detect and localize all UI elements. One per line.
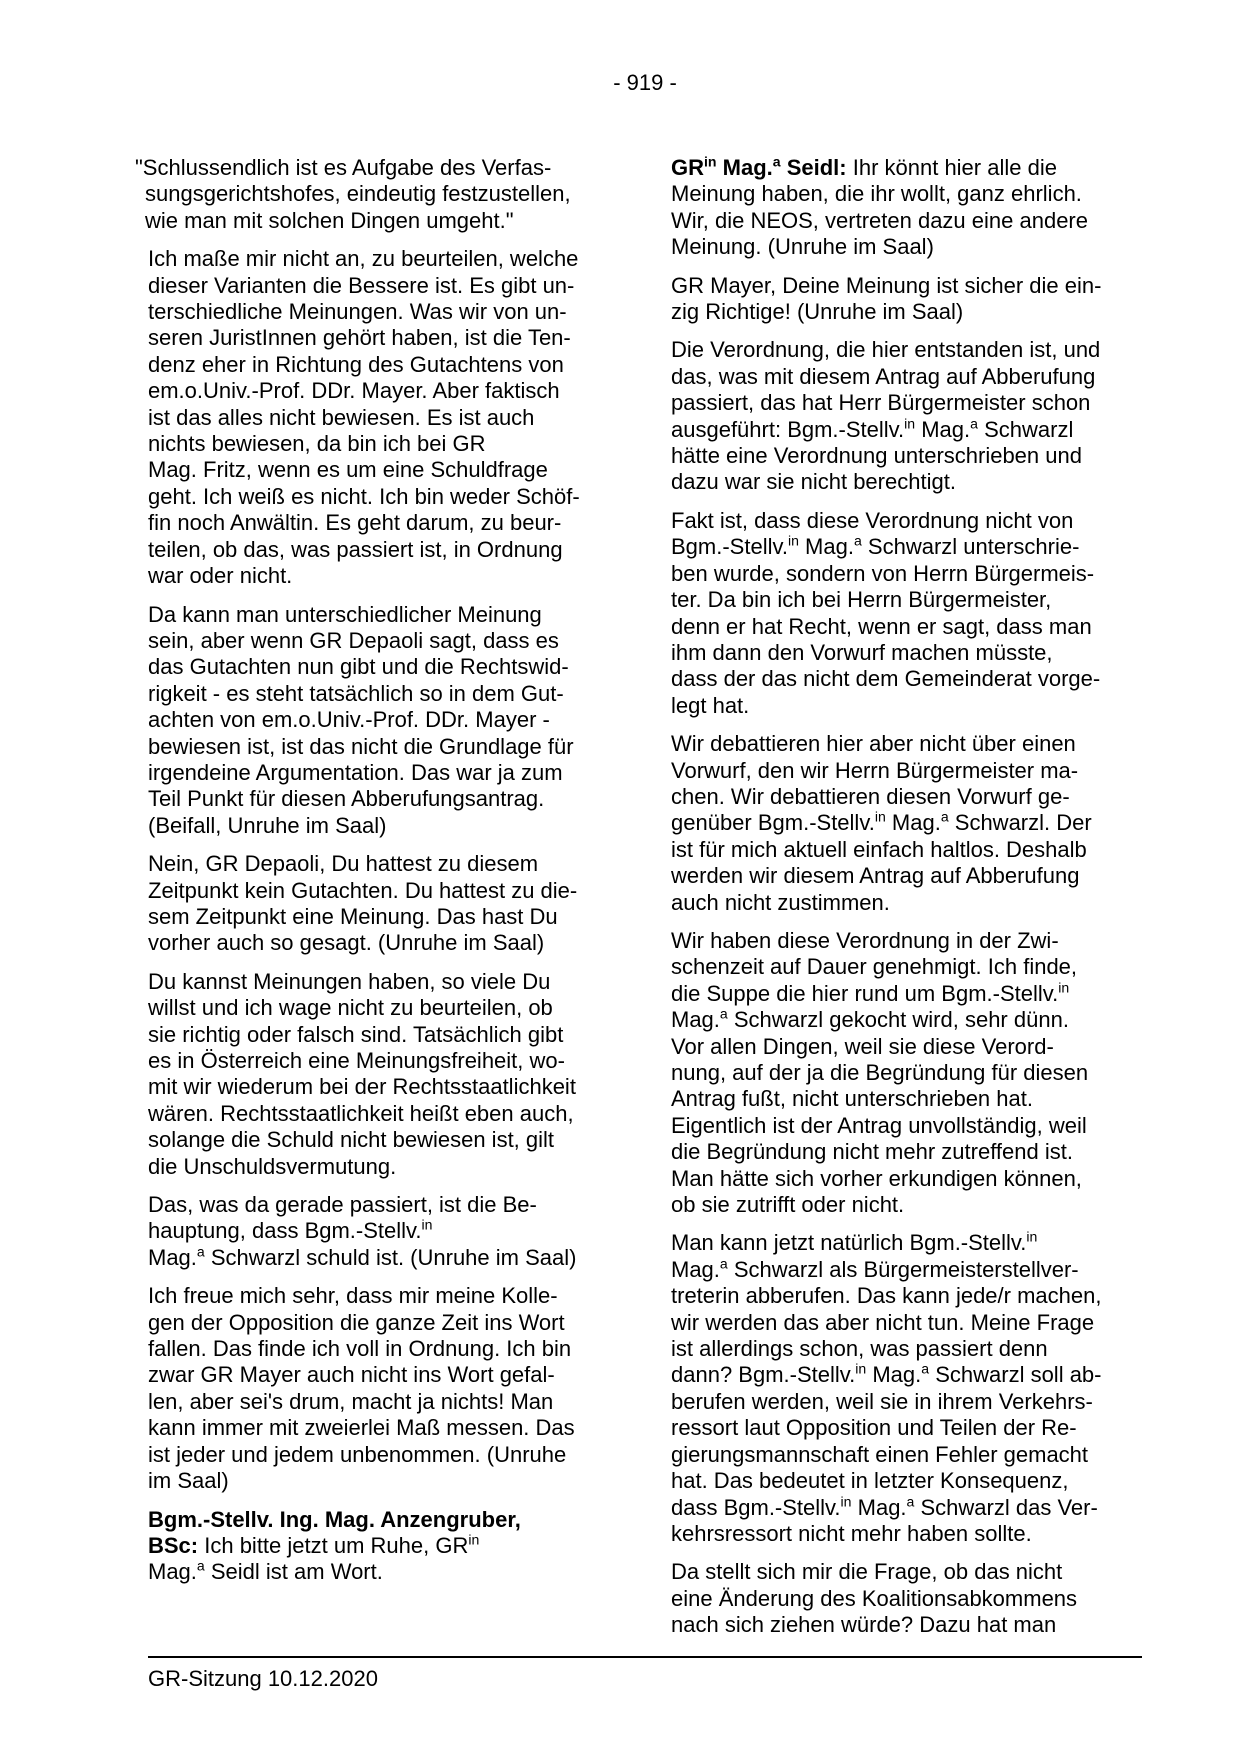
footer-session-label: GR-Sitzung 10.12.2020 [148,1666,378,1691]
paragraph: Die Verordnung, die hier entstanden ist, und das, was mit diesem Antrag auf Abberufung passiert, das hat Herr Bürgermeister schon ausgeführt: Bgm.-Stellv.$^{in}$ Mag.$^a$ Schwarzl hätte eine Verordnung unterschrieben und dazu war sie nicht berechtigt. [671,337,1101,495]
paragraph: Da stellt sich mir die Frage, ob das nicht eine Änderung des Koalitionsabkommens nach sich ziehen würde? Dazu hat man [671,1559,1078,1638]
page-number: - 919 - [613,70,677,95]
paragraph: Du kannst Meinungen haben, so viele Du willst und ich wage nicht zu beurteilen, ob sie richtig oder falsch sind. Tatsächlich gibt es in Österreich eine Meinungsfreiheit, wo- mit wir wiederum bei der Rechtsstaatlichkeit wären. Rechtsstaatlichkeit heißt eben auch, solange die Schuld nicht bewiesen ist, gilt die Unschuldsvermutung. [148,968,576,1179]
paragraph: Wir debattieren hier aber nicht über einen Vorwurf, den wir Herrn Bürgermeister ma- chen. Wir debattieren diesen Vorwurf ge- genüber Bgm.-Stellv.$^{in}$ Mag.$^a$ Schwarzl. Der ist für mich aktuell einfach haltlos. Deshalb werden wir diesem Antrag auf Abberufung auch nicht zustimmen. [671,731,1092,915]
speaker-statement: $GR^{in}$ Mag.$^a$ Seidl: Ihr könnt hier alle die Meinung haben, die ihr wollt, ganz ehrlich. Wir, die NEOS, vertreten dazu eine andere Meinung. (Unruhe im Saal) [671,153,1088,260]
paragraph: Wir haben diese Verordnung in der Zwi- schenzeit auf Dauer genehmigt. Ich finde, die Suppe die hier rund um Bgm.-Stellv.$^{in}$ Mag.$^a$ Schwarzl gekocht wird, sehr dünn. Vor allen Dingen, weil sie diese Verord- nung, auf der ja die Begründung für diesen Antrag fußt, nicht unterschrieben hat. Eigentlich ist der Antrag unvollständig, weil die Begründung nicht mehr zutreffend ist. Man hätte sich vorher erkundigen können, ob sie zutrifft oder nicht. [671,927,1089,1218]
paragraph: Da kann man unterschiedlicher Meinung sein, aber wenn GR Depaoli sagt, dass es das Gutachten nun gibt und die Rechtswid- rigkeit - es steht tatsächlich so in dem Gut- achten von em.o.Univ.-Prof. DDr. Mayer - bewiesen ist, ist das nicht die Grundlage für irgendeine Argumentation. Das war ja zum Teil Punkt für diesen Abberufungsantrag. (Beifall, Unruhe im Saal) [148,601,574,838]
left-column [135,155,603,1598]
paragraph: Man kann jetzt natürlich Bgm.-Stellv.$^{in}$ Mag.$^a$ Schwarzl als Bürgermeisterstellver- treterin abberufen. Das kann jede/r machen, wir werden das aber nicht tun. Meine Frage ist allerdings schon, was passiert denn dann? Bgm.-Stellv.$^{in}$ Mag.$^a$ Schwarzl soll ab- berufen werden, weil sie in ihrem Verkehrs- ressort laut Opposition und Teilen der Re- gierungsmannschaft einen Fehler gemacht hat. Das bedeutet in letzter Konsequenz, dass Bgm.-Stellv.$^{in}$ Mag.$^a$ Schwarzl das Ver- kehrsressort nicht mehr haben sollte. [671,1229,1102,1546]
paragraph: Ich maße mir nicht an, zu beurteilen, welche dieser Varianten die Bessere ist. Es gibt un- terschiedliche Meinungen. Was wir von un- seren JuristInnen gehört haben, ist die Ten- denz eher in Richtung des Gutachtens von em.o.Univ.-Prof. DDr. Mayer. Aber faktisch ist das alles nicht bewiesen. Es ist auch nichts bewiesen, da bin ich bei GR Mag. Fritz, wenn es um eine Schuldfrage geht. Ich weiß es nicht. Ich bin weder Schöf- fin noch Anwältin. Es geht darum, zu beur- teilen, ob das, was passiert ist, in Ordnung war oder nicht. [148,246,580,589]
right-column [671,155,1149,1651]
paragraph: Das, was da gerade passiert, ist die Be- hauptung, dass Bgm.-Stellv.$^{in}$ Mag.$^a$ Schwarzl schuld ist. (Unruhe im Saal) [148,1192,577,1270]
paragraph: GR Mayer, Deine Meinung ist sicher die ein- zig Richtige! (Unruhe im Saal) [671,272,1102,325]
paragraph: Ich freue mich sehr, dass mir meine Kolle- gen der Opposition die ganze Zeit ins Wort fallen. Das finde ich voll in Ordnung. Ich bin zwar GR Mayer auch nicht ins Wort gefal- len, aber sei's drum, macht ja nichts! Man kann immer mit zweierlei Maß messen. Das ist jeder und jedem unbenommen. (Unruhe im Saal) [148,1283,575,1494]
paragraph: Nein, GR Depaoli, Du hattest zu diesem Zeitpunkt kein Gutachten. Du hattest zu die- sem Zeitpunkt eine Meinung. Das hast Du vorher auch so gesagt. (Unruhe im Saal) [148,851,578,956]
quoted-passage: "Schlussendlich ist es Aufgabe des Verfas- sungsgerichtshofes, eindeutig festzustellen, wie man mit solchen Dingen umgeht." [135,155,571,233]
footer-divider [148,1656,1142,1658]
paragraph: Fakt ist, dass diese Verordnung nicht von Bgm.-Stellv.$^{in}$ Mag.$^a$ Schwarzl unterschrie- ben wurde, sondern von Herrn Bürgermeis- ter. Da bin ich bei Herrn Bürgermeister, denn er hat Recht, wenn er sagt, dass man ihm dann den Vorwurf machen müsste, dass der das nicht dem Gemeinderat vorge- legt hat. [671,507,1101,718]
speaker-statement: Bgm.-Stellv. Ing. Mag. Anzengruber, BSc: Ich bitte jetzt um Ruhe, $GR^{in}$ Mag.$^a$ Seidl ist am Wort. [148,1506,521,1585]
